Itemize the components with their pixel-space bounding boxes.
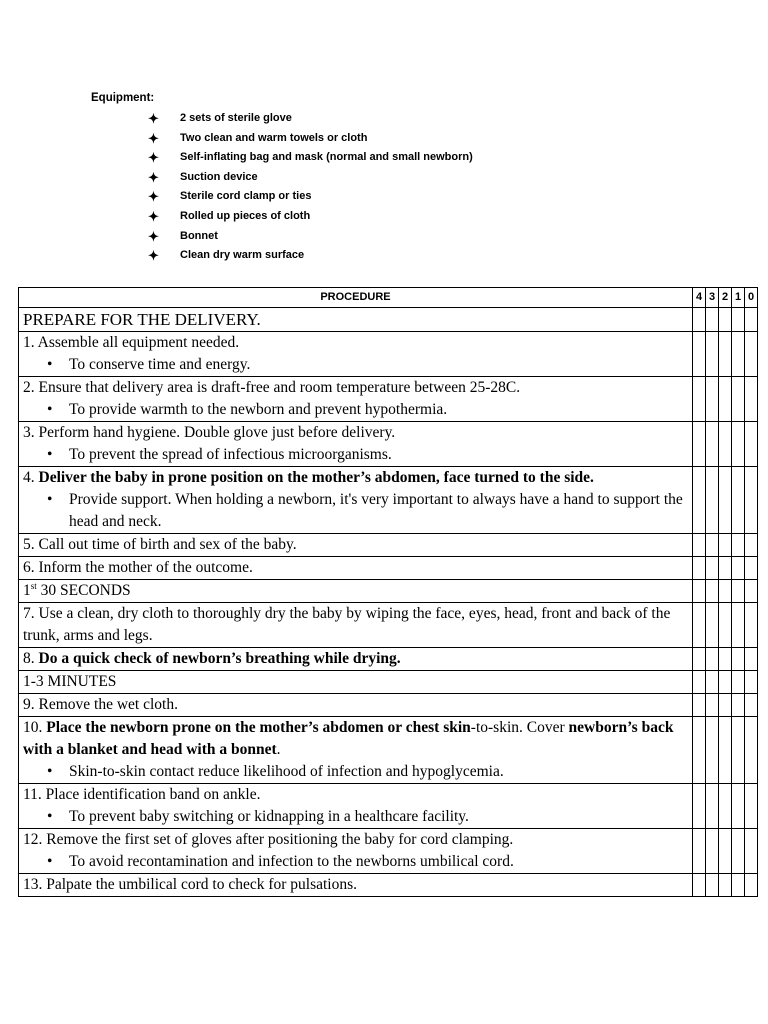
score-cell[interactable]	[706, 422, 719, 467]
score-cell[interactable]	[719, 671, 732, 694]
table-row	[19, 308, 758, 332]
score-cell[interactable]	[732, 557, 745, 580]
procedure-step	[19, 717, 693, 784]
score-cell[interactable]	[706, 694, 719, 717]
step-text: 3. Perform hand hygiene. Double glove just before delivery.	[23, 424, 396, 441]
section-heading: 1-3 MINUTES	[19, 671, 693, 694]
table-row	[19, 694, 758, 717]
score-cell[interactable]	[693, 671, 706, 694]
cross-bullet-icon: ✦	[148, 189, 159, 205]
table-row	[19, 534, 758, 557]
score-cell[interactable]	[706, 580, 719, 603]
procedure-step	[19, 332, 693, 377]
step-rationale: • To prevent the spread of infectious microorganisms.	[23, 444, 688, 466]
score-cell[interactable]	[732, 534, 745, 557]
bullet-dot-icon: •	[47, 356, 53, 373]
score-cell[interactable]	[719, 784, 732, 829]
section-heading: 1st 30 SECONDS	[19, 580, 693, 603]
bullet-dot-icon: •	[47, 853, 53, 870]
score-cell[interactable]	[745, 308, 758, 332]
score-cell[interactable]	[706, 829, 719, 874]
score-cell[interactable]	[732, 784, 745, 829]
score-cell[interactable]	[719, 874, 732, 897]
score-header-0: 0	[745, 288, 758, 308]
bullet-dot-icon: •	[47, 446, 53, 463]
score-cell[interactable]	[719, 467, 732, 534]
score-cell[interactable]	[693, 377, 706, 422]
table-row	[19, 671, 758, 694]
step-text: 4. Deliver the baby in prone position on the mother’s abdomen, face turned to the side.	[23, 469, 594, 486]
score-cell[interactable]	[745, 874, 758, 897]
score-cell[interactable]	[719, 332, 732, 377]
procedure-step	[19, 467, 693, 534]
procedure-header: PROCEDURE	[19, 288, 693, 308]
equipment-section	[91, 92, 473, 266]
table-header-row	[19, 288, 758, 308]
score-cell[interactable]	[693, 603, 706, 648]
procedure-step: 5. Call out time of birth and sex of the baby.	[19, 534, 693, 557]
score-cell[interactable]	[706, 717, 719, 784]
score-cell[interactable]	[732, 308, 745, 332]
step-text: 12. Remove the first set of gloves after positioning the baby for cord clamping.	[23, 831, 514, 848]
table-row	[19, 874, 758, 897]
score-cell[interactable]	[693, 332, 706, 377]
score-cell[interactable]	[693, 422, 706, 467]
procedure-step: 13. Palpate the umbilical cord to check for pulsations.	[19, 874, 693, 897]
cross-bullet-icon: ✦	[148, 111, 159, 126]
table-row	[19, 603, 758, 648]
score-cell[interactable]	[706, 557, 719, 580]
score-cell[interactable]	[745, 648, 758, 671]
cross-bullet-icon: ✦	[148, 208, 159, 224]
score-cell[interactable]	[706, 534, 719, 557]
score-cell[interactable]	[745, 534, 758, 557]
score-cell[interactable]	[732, 377, 745, 422]
score-cell[interactable]	[732, 467, 745, 534]
score-cell[interactable]	[706, 874, 719, 897]
table-row	[19, 377, 758, 422]
score-cell[interactable]	[693, 648, 706, 671]
section-heading: PREPARE FOR THE DELIVERY.	[19, 308, 693, 332]
bullet-dot-icon: •	[47, 808, 53, 825]
cross-bullet-icon: ✦	[148, 228, 159, 244]
step-rationale: • Provide support. When holding a newborn, it's very important to always have a hand to support the head and neck.	[47, 491, 683, 530]
score-cell[interactable]	[706, 467, 719, 534]
score-cell[interactable]	[745, 422, 758, 467]
step-text: 1. Assemble all equipment needed.	[23, 334, 240, 351]
procedure-step: 8. Do a quick check of newborn’s breathing while drying.	[19, 648, 693, 671]
step-rationale: • Skin-to-skin contact reduce likelihood of infection and hypoglycemia.	[23, 761, 688, 783]
score-cell[interactable]	[745, 332, 758, 377]
score-cell[interactable]	[745, 377, 758, 422]
score-cell[interactable]	[719, 308, 732, 332]
procedure-step: 6. Inform the mother of the outcome.	[19, 557, 693, 580]
step-text: 10. Place the newborn prone on the mother’s abdomen or chest skin-to-skin. Cover newborn’s back with a blanket and head with a bonnet.	[23, 719, 674, 758]
cross-bullet-icon: ✦	[148, 150, 159, 166]
table-row	[19, 557, 758, 580]
score-cell[interactable]	[719, 422, 732, 467]
list-item: ✦ Rolled up pieces of cloth	[91, 207, 473, 227]
score-cell[interactable]	[745, 784, 758, 829]
cross-bullet-icon: ✦	[148, 248, 159, 264]
score-cell[interactable]	[719, 580, 732, 603]
bullet-dot-icon: •	[47, 763, 53, 780]
score-cell[interactable]	[706, 332, 719, 377]
list-item: ✦ Suction device	[91, 168, 473, 188]
list-item: ✦ Bonnet	[91, 227, 473, 247]
score-header-1: 1	[732, 288, 745, 308]
score-cell[interactable]	[732, 717, 745, 784]
score-cell[interactable]	[732, 671, 745, 694]
cross-bullet-icon: ✦	[148, 130, 159, 146]
score-cell[interactable]	[745, 717, 758, 784]
table-row	[19, 717, 758, 784]
score-cell[interactable]	[693, 557, 706, 580]
table-row	[19, 467, 758, 534]
score-cell[interactable]	[745, 694, 758, 717]
score-header-3: 3	[706, 288, 719, 308]
score-cell[interactable]	[693, 784, 706, 829]
procedure-step	[19, 784, 693, 829]
bullet-dot-icon: •	[47, 491, 53, 508]
score-cell[interactable]	[732, 874, 745, 897]
score-cell[interactable]	[732, 694, 745, 717]
score-cell[interactable]	[719, 717, 732, 784]
score-cell[interactable]	[693, 694, 706, 717]
score-cell[interactable]	[693, 874, 706, 897]
score-cell[interactable]	[706, 671, 719, 694]
equipment-list	[91, 109, 473, 266]
list-item: ✦ 2 sets of sterile glove	[91, 109, 473, 129]
score-cell[interactable]	[732, 829, 745, 874]
list-item: ✦ Two clean and warm towels or cloth	[91, 129, 473, 149]
table-row	[19, 648, 758, 671]
step-text: 2. Ensure that delivery area is draft-free and room temperature between 25-28C.	[23, 379, 521, 396]
score-cell[interactable]	[719, 377, 732, 422]
score-cell[interactable]	[745, 557, 758, 580]
table-row	[19, 829, 758, 874]
procedure-step	[19, 422, 693, 467]
step-rationale: • To prevent baby switching or kidnapping in a healthcare facility.	[23, 806, 688, 828]
equipment-title: Equipment:	[91, 92, 155, 104]
score-cell[interactable]	[719, 829, 732, 874]
score-cell[interactable]	[706, 308, 719, 332]
list-item: ✦ Clean dry warm surface	[91, 246, 473, 266]
procedure-step: 7. Use a clean, dry cloth to thoroughly dry the baby by wiping the face, eyes, head, front and back of the trunk, arms and legs.	[19, 603, 693, 648]
score-cell[interactable]	[693, 829, 706, 874]
score-cell[interactable]	[693, 308, 706, 332]
score-cell[interactable]	[732, 422, 745, 467]
score-cell[interactable]	[693, 534, 706, 557]
procedure-step	[19, 829, 693, 874]
score-cell[interactable]	[719, 603, 732, 648]
table-row	[19, 580, 758, 603]
score-cell[interactable]	[706, 603, 719, 648]
score-cell[interactable]	[732, 648, 745, 671]
score-cell[interactable]	[745, 671, 758, 694]
score-cell[interactable]	[745, 829, 758, 874]
score-cell[interactable]	[745, 467, 758, 534]
score-cell[interactable]	[732, 332, 745, 377]
score-cell[interactable]	[719, 534, 732, 557]
score-cell[interactable]	[719, 648, 732, 671]
score-cell[interactable]	[732, 580, 745, 603]
step-rationale: • To avoid recontamination and infection to the newborns umbilical cord.	[23, 851, 688, 873]
bullet-dot-icon: •	[47, 401, 53, 418]
score-cell[interactable]	[719, 694, 732, 717]
score-header-4: 4	[693, 288, 706, 308]
step-text: 11. Place identification band on ankle.	[23, 786, 261, 803]
score-cell[interactable]	[719, 557, 732, 580]
score-cell[interactable]	[706, 784, 719, 829]
score-cell[interactable]	[693, 717, 706, 784]
score-cell[interactable]	[732, 603, 745, 648]
score-header-2: 2	[719, 288, 732, 308]
score-cell[interactable]	[706, 648, 719, 671]
score-cell[interactable]	[745, 603, 758, 648]
step-rationale: • To conserve time and energy.	[23, 354, 688, 376]
table-row	[19, 422, 758, 467]
score-cell[interactable]	[693, 580, 706, 603]
list-item: ✦ Sterile cord clamp or ties	[91, 187, 473, 207]
table-row	[19, 332, 758, 377]
step-rationale: • To provide warmth to the newborn and prevent hypothermia.	[23, 399, 688, 421]
procedure-checklist-table	[18, 287, 758, 897]
list-item: ✦ Self-inflating bag and mask (normal and small newborn)	[91, 148, 473, 168]
score-cell[interactable]	[693, 467, 706, 534]
score-cell[interactable]	[745, 580, 758, 603]
cross-bullet-icon: ✦	[148, 169, 159, 185]
procedure-step	[19, 377, 693, 422]
score-cell[interactable]	[706, 377, 719, 422]
procedure-step: 9. Remove the wet cloth.	[19, 694, 693, 717]
table-row	[19, 784, 758, 829]
